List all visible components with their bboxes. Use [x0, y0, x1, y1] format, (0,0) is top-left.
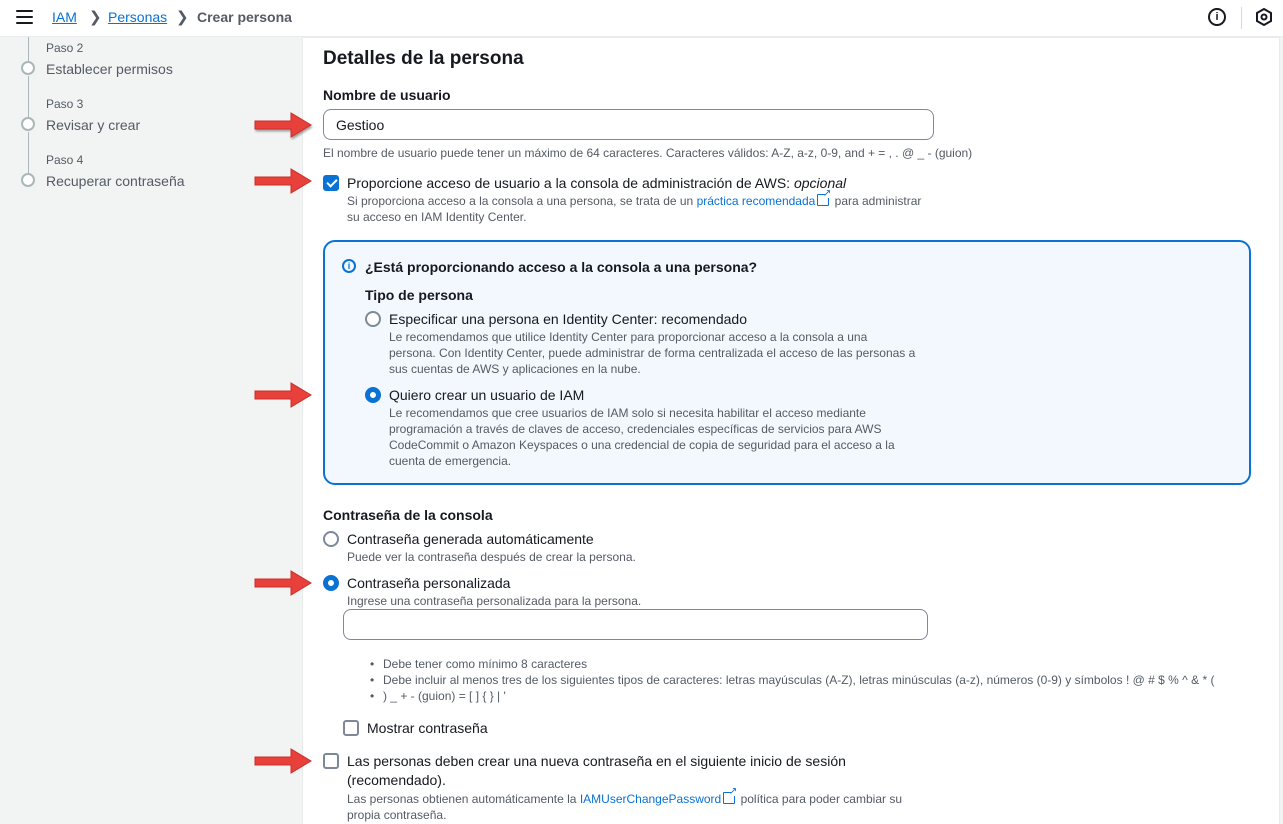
iam-user-option-desc: programación a través de claves de acceso, credenciales específicas de servicios para AWS	[389, 422, 882, 436]
require-reset-desc	[347, 791, 902, 807]
chevron-right-icon: ❯	[89, 9, 102, 26]
step-title-review[interactable]: Revisar y crear	[46, 117, 141, 133]
console-access-hint-line2: su acceso en IAM Identity Center.	[347, 210, 527, 224]
step-label: Paso 3	[46, 97, 84, 111]
iam-user-option-desc: Le recomendamos que cree usuarios de IAM solo si necesita habilitar el acceso mediante	[389, 406, 866, 420]
username-hint: El nombre de usuario puede tener un máximo de 64 caracteres. Caracteres válidos: A-Z, a-z, 0-9, and + = , . @ _ - (guion)	[323, 146, 973, 160]
custom-password-desc: Ingrese una contraseña personalizada para la persona.	[347, 594, 642, 608]
divider	[1241, 7, 1242, 29]
custom-password-radio[interactable]	[323, 575, 339, 591]
best-practice-link[interactable]: práctica recomendada	[696, 194, 816, 208]
step-title-permissions[interactable]: Establecer permisos	[46, 61, 173, 77]
hamburger-menu-icon[interactable]	[16, 10, 33, 24]
hint-text: para administrar	[834, 194, 922, 208]
password-rule-continued: • ) _ + - (guion) = [ ] { } | '	[370, 688, 1240, 704]
settings-hexagon-icon[interactable]	[1255, 8, 1273, 26]
wizard-steps	[0, 37, 288, 824]
identity-center-option-title: Especificar una persona en Identity Center: recomendado	[389, 311, 747, 327]
show-password-checkbox[interactable]	[343, 720, 359, 736]
breadcrumb-personas[interactable]: Personas	[108, 9, 168, 25]
annotation-arrow-icon	[253, 380, 313, 410]
info-box-title: ¿Está proporcionando acceso a la consola a una persona?	[365, 259, 758, 275]
username-label: Nombre de usuario	[323, 87, 451, 103]
identity-center-radio[interactable]	[365, 311, 381, 327]
iam-user-option-title: Quiero crear un usuario de IAM	[389, 387, 585, 403]
identity-center-option-desc: persona. Con Identity Center, puede administrar de forma centralizada el acceso de las personas a	[389, 346, 916, 360]
annotation-arrow-icon	[253, 110, 313, 140]
require-reset-checkbox[interactable]	[323, 753, 339, 769]
step-connector	[28, 37, 29, 61]
chevron-right-icon: ❯	[176, 9, 189, 26]
password-rule: • Debe tener como mínimo 8 caracteres	[370, 656, 1240, 672]
show-password-label: Mostrar contraseña	[367, 720, 488, 736]
hint-text: política para poder cambiar su	[740, 792, 902, 806]
step-title-retrieve-password[interactable]: Recuperar contraseña	[46, 173, 185, 189]
hint-text: Si proporciona acceso a la consola a una persona, se trata de un	[347, 194, 694, 208]
info-icon: i	[342, 259, 356, 273]
hint-text: Las personas obtienen automáticamente la	[347, 792, 577, 806]
step-circle-icon	[21, 61, 35, 75]
annotation-arrow-icon	[253, 746, 313, 776]
annotation-arrow-icon	[253, 166, 313, 196]
external-link-icon	[817, 194, 829, 206]
password-rule: • Debe incluir al menos tres de los siguientes tipos de caracteres: letras mayúsculas (A-Z), letras minúsculas (a-z), números (0-9) y símbolos ! @ # $ % ^ & * (	[370, 672, 1240, 688]
iam-user-option-desc: cuenta de emergencia.	[389, 454, 512, 468]
iam-user-radio[interactable]	[365, 387, 381, 403]
console-access-label-text: Proporcione acceso de usuario a la consola de administración de AWS:	[347, 175, 791, 191]
identity-center-option-desc: Le recomendamos que utilice Identity Center para proporcionar acceso a la consola a una	[389, 330, 868, 344]
step-label: Paso 4	[46, 153, 84, 167]
annotation-arrow-icon	[253, 568, 313, 598]
info-icon[interactable]: i	[1208, 8, 1226, 26]
breadcrumb-iam[interactable]: IAM	[52, 9, 77, 25]
step-circle-icon	[21, 117, 35, 131]
auto-password-radio[interactable]	[323, 531, 339, 547]
step-connector	[28, 76, 29, 118]
optional-tag: opcional	[793, 175, 847, 191]
step-label: Paso 2	[46, 41, 84, 55]
console-access-hint	[347, 193, 921, 209]
username-input[interactable]	[323, 109, 934, 140]
person-type-label: Tipo de persona	[365, 287, 473, 303]
console-password-label: Contraseña de la consola	[323, 507, 493, 523]
iam-user-change-password-link[interactable]: IAMUserChangePassword	[579, 792, 722, 806]
require-reset-title-line2: (recomendado).	[347, 772, 446, 788]
top-navigation-bar	[0, 0, 1283, 37]
step-circle-icon	[21, 173, 35, 187]
auto-password-title: Contraseña generada automáticamente	[347, 531, 594, 547]
custom-password-title: Contraseña personalizada	[347, 575, 511, 591]
identity-center-option-desc: sus cuentas de AWS y aplicaciones en la nube.	[389, 362, 641, 376]
console-access-label	[347, 175, 846, 191]
auto-password-desc: Puede ver la contraseña después de crear la persona.	[347, 550, 636, 564]
custom-password-input[interactable]	[343, 609, 928, 640]
breadcrumb-current: Crear persona	[197, 9, 292, 25]
external-link-icon	[723, 792, 735, 804]
step-connector	[28, 132, 29, 174]
console-access-checkbox[interactable]	[323, 175, 339, 191]
password-rules-list	[370, 656, 1240, 704]
page-section-title: Detalles de la persona	[323, 48, 524, 69]
iam-user-option-desc: CodeCommit o Amazon Keyspaces o una credencial de copia de seguridad para el acceso a la	[389, 438, 895, 452]
require-reset-title: Las personas deben crear una nueva contraseña en el siguiente inicio de sesión	[347, 753, 846, 769]
require-reset-desc-line2: propia contraseña.	[347, 808, 447, 822]
